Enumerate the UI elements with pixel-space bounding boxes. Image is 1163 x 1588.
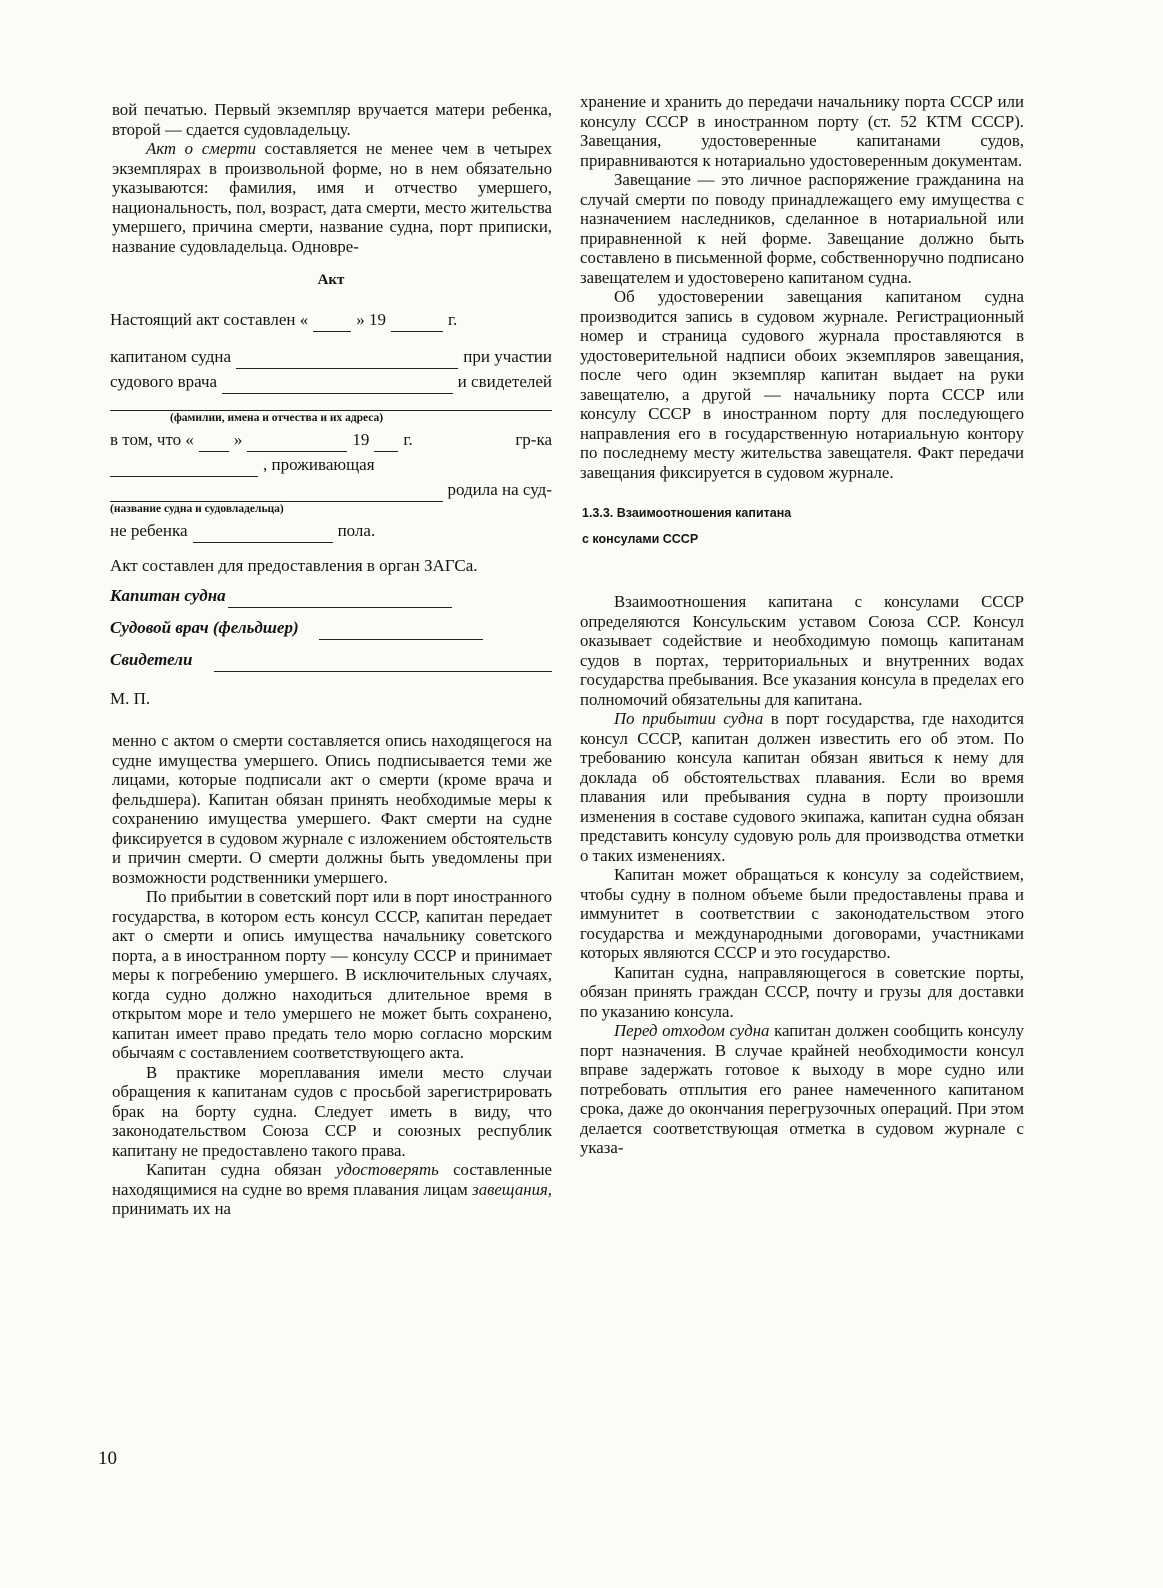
form-line	[110, 477, 552, 502]
blank-field	[313, 315, 351, 332]
right-column	[580, 92, 1024, 1158]
blank-field	[214, 655, 552, 672]
blank-line	[110, 398, 552, 411]
section-heading	[582, 500, 1024, 552]
blank-field	[110, 460, 258, 477]
signature-line	[110, 612, 552, 640]
paragraph	[112, 139, 552, 256]
paragraph: Завещание — это личное распоряжение гражданина на случай смерти по поводу принадлежащего ему имущества с назначением наследников, сделанное в нотариальной или приравненной к ней форме. Завещание должно быть составлено в письменной форме, собственноручно подписано завещателем и удостоверено капитаном судна.	[580, 170, 1024, 287]
form-text: в том, что «	[110, 430, 194, 449]
form-line	[110, 427, 552, 452]
form-text: »	[233, 430, 243, 449]
form-purpose: Акт составлен для предоставления в орган ЗАГСа.	[110, 556, 478, 575]
form-text: судового врача	[110, 372, 218, 391]
paragraph: Об удостоверении завещания капитаном судна производится запись в судовом журнале. Регистрационный номер и страница судового журнала проставляются в удостоверительной надписи обоих экземпляров завещания, после чего один экземпляр капитан выдает на руки завещателю, а другой — начальнику порта СССР или консулу СССР в иностранном порту для последующего направления его в государственную нотариальную контору по последнему месту жительства завещателя. Факт передачи завещания фиксируется в судовом журнале.	[580, 287, 1024, 482]
form-text: при участии	[463, 347, 552, 366]
paragraph: вой печатью. Первый экземпляр вручается матери ребенка, второй — сдается судовладельцу.	[112, 100, 552, 139]
form-line	[110, 344, 552, 369]
heading-line: 1.3.3. Взаимоотношения капитана	[582, 506, 792, 520]
form-line	[110, 452, 552, 477]
heading-line: с консулами СССР	[582, 532, 699, 546]
form-text: и свидетелей	[457, 372, 552, 391]
blank-field	[228, 591, 452, 608]
emphasis: Акт о смерти	[146, 139, 257, 158]
form-line	[110, 307, 552, 332]
paragraph	[580, 709, 1024, 865]
form-text: капитаном судна	[110, 347, 232, 366]
signature-label: Судовой врач (фельдшер)	[110, 618, 299, 637]
paragraph: Капитан судна, направляющегося в советские порты, обязан принять граждан СССР, почту и грузы для доставки по указанию консула.	[580, 962, 1024, 1021]
blank-field	[199, 435, 229, 452]
paragraph: Капитан может обращаться к консулу за содействием, чтобы судну в полном объеме были предоставлены права и иммунитет в соответствии с законодательством этого государства и международными договорами, участниками которых являются СССР и это государство.	[580, 865, 1024, 962]
paragraph-text: Капитан судна обязан	[146, 1160, 337, 1179]
signature-label: Капитан судна	[110, 586, 226, 605]
paragraph-text: в порт государства, где находится консул СССР, капитан должен известить его об этом. По требованию консула капитан обязан явиться к нему для доклада об обстоятельствах плавания. Если во время плавания или пребывания судна в порту произошли изменения в составе судового экипажа, капитан судна обязан представить консулу судовую роль для производства отметки о таких изменениях.	[580, 709, 1024, 865]
form-text: родила на суд-	[447, 480, 552, 499]
signature-line	[110, 644, 552, 672]
form-text: » 19	[356, 310, 386, 329]
signature-line	[110, 580, 552, 608]
emphasis: Перед отходом судна	[614, 1021, 770, 1040]
blank-field	[236, 352, 458, 369]
paragraph-text: капитан должен сообщить консулу порт назначения. В случае крайней необходимости консул вправе задержать готовое к выходу в море судно или потребовать отплытия его ранее намеченного капитаном срока, даже до окончания перегрузочных операций. При этом делается соответствующая отметка в судовом журнале с указа-	[580, 1021, 1024, 1157]
form-text: г.	[448, 310, 458, 329]
stamp-mark: М. П.	[110, 689, 151, 708]
emphasis: завещания,	[472, 1179, 552, 1199]
act-form	[110, 268, 552, 711]
form-text: Настоящий акт составлен «	[110, 310, 309, 329]
paragraph: хранение и хранить до передачи начальнику порта СССР или консулу СССР в иностранном порту (ст. 52 КТМ СССР). Завещания, удостоверенные капитанами судов, приравниваются к нотариально удостоверенным документам.	[580, 92, 1024, 170]
form-text: 19	[352, 430, 370, 449]
form-text: г.	[403, 430, 413, 449]
paragraph: менно с актом о смерти составляется опись находящегося на судне имущества умершего. Опись подписывается теми же лицами, которые подписали акт о смерти (кроме врача и фельдшера). Капитан обязан принять необходимые меры к сохранению имущества умершего. Факт смерти на судне фиксируется в судовом журнале с изложением обстоятельств и причин смерти. О смерти должны быть уведомлены при возможности родственники умершего.	[112, 731, 552, 887]
blank-field	[374, 435, 398, 452]
paragraph-text: составляется не менее чем в четырех экземплярах в произвольной форме, но в нем обязательно указываются: фамилия, имя и отчество умершего, национальность, пол, возраст, дата смерти, место жительства умершего, причина смерти, название судна, порт приписки, название судовладельца. Одновре-	[112, 139, 552, 256]
paragraph-text: составленные находящимися на судне во время плавания лицам	[112, 1160, 552, 1199]
blank-field	[222, 377, 453, 394]
blank-field	[110, 485, 443, 502]
paragraph	[580, 1021, 1024, 1158]
form-line	[110, 518, 552, 543]
field-note: (фамилии, имена и отчества и их адреса)	[170, 412, 384, 424]
paragraph: Взаимоотношения капитана с консулами СССР определяются Консульским уставом Союза ССР. Консул оказывает содействие и необходимую помощь капитанам судов в портах, территориальных и внутренних водах государства пребывания. Все указания консула в пределах его полномочий обязательны для капитана.	[580, 592, 1024, 709]
paragraph: В практике мореплавания имели место случаи обращения к капитанам судов с просьбой зарегистрировать брак на борту судна. Следует иметь в виду, что законодательством Союза ССР и союзных республик капитану не предоставлено такого права.	[112, 1062, 552, 1160]
form-text: не ребенка	[110, 521, 188, 540]
blank-field	[319, 623, 483, 640]
form-text: пола.	[337, 521, 376, 540]
paragraph	[112, 1160, 552, 1219]
field-note: (название судна и судовладельца)	[110, 503, 284, 515]
blank-field	[391, 315, 443, 332]
left-column	[112, 100, 552, 1219]
emphasis: По прибытии судна	[614, 709, 764, 728]
paragraph-text: принимать их на	[112, 1199, 232, 1218]
paragraph: По прибытии в советский порт или в порт иностранного государства, в котором есть консул СССР, капитан передает акт о смерти и опись имущества начальнику советского порта, а в иностранном порту — консулу СССР и принимает меры к погребению умершего. В исключительных случаях, когда судно должно находиться длительное время в открытом море и тело умершего не может быть сохранено, капитан имеет право предать тело морю согласно морским обычаям с составлением соответствующего акта.	[112, 887, 552, 1062]
signature-label: Свидетели	[110, 650, 193, 669]
form-text: , проживающая	[263, 455, 375, 474]
form-title: Акт	[317, 272, 345, 288]
blank-field	[247, 435, 347, 452]
emphasis: удостоверять	[336, 1160, 439, 1179]
form-text: гр-ка	[515, 430, 552, 449]
blank-field	[193, 526, 333, 543]
form-line	[110, 369, 552, 394]
page-number: 10	[98, 1448, 117, 1469]
